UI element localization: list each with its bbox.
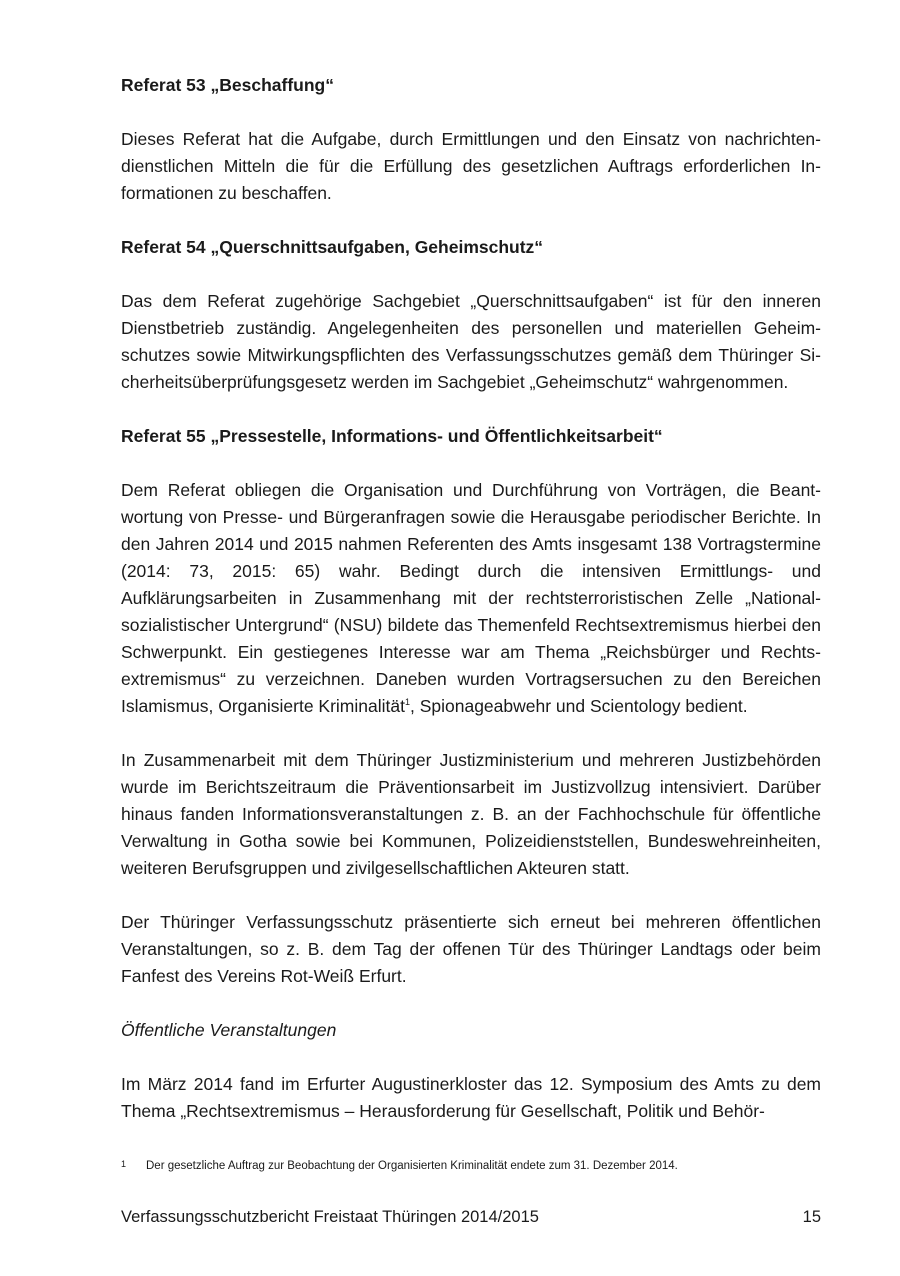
heading-referat-54: Referat 54 „Querschnittsaufgaben, Geheimschutz“ [121, 237, 544, 257]
page-footer [121, 1206, 821, 1228]
heading-referat-53: Referat 53 „Beschaffung“ [121, 75, 334, 95]
paragraph-referat-55-main: Dem Referat obliegen die Organisation und Durchführung von Vorträgen, die Beantwortung von Presse- und Bürgeranfragen sowie die Herausgabe periodischer Berichte. In den Jahren 2014 und 2015 nahmen Referenten des Amts insgesamt 138 Vortragstermine (2014: 73, 2015: 65) wahr. Bedingt durch die intensiven Ermittlungs- und Aufklärungsarbeiten in Zusammenhang mit der rechtsterroristischen Zelle „Nationalsozialistischer Untergrund“ (NSU) bildete das Themenfeld Rechtsextremismus hierbei den Schwerpunkt. Ein gestiegenes Interesse war am Thema „Reichsbürger und Rechtsextremismus“ zu verzeichnen. Daneben wurden Vortragsersuchen zu den Bereichen Islamismus, Organisierte Kriminalität [121, 480, 821, 716]
footnote-reference: 1 [404, 697, 410, 708]
heading-referat-55: Referat 55 „Pressestelle, Informations- und Öffentlichkeitsarbeit“ [121, 426, 663, 446]
footnote-text: Der gesetzliche Auftrag zur Beobachtung der Organisierten Kriminalität endete zum 31. Dezember 2014. [146, 1160, 678, 1172]
footnote-number: 1 [121, 1159, 127, 1169]
paragraph-referat-55 [121, 477, 821, 720]
page-number: 15 [802, 1208, 821, 1226]
footer-title: Verfassungsschutzbericht Freistaat Thüringen 2014/2015 [121, 1208, 539, 1226]
paragraph-referat-55-end: , Spionageabwehr und Scientology bedient. [409, 696, 748, 716]
subheading-veranstaltungen: Öffentliche Veranstaltungen [121, 1020, 337, 1040]
paragraph-symposium: Im März 2014 fand im Erfurter Augustinerkloster das 12. Symposium des Amts zu dem Thema „Rechtsextremismus – Herausforderung für Gesellschaft, Politik und Behör- [121, 1074, 821, 1121]
footnote [121, 1158, 821, 1174]
paragraph-justiz: In Zusammenarbeit mit dem Thüringer Justizministerium und mehreren Justizbehörden wurde im Berichtszeitraum die Präventionsarbeit im Justizvollzug intensiviert. Darüber hinaus fanden Informationsveranstaltungen z. B. an der Fachhochschule für öffentliche Verwaltung in Gotha sowie bei Kommunen, Polizeidienststellen, Bundeswehreinheiten, weiteren Berufsgruppen und zivilgesellschaftlichen Akteuren statt. [121, 750, 821, 878]
paragraph-praesentation: Der Thüringer Verfassungsschutz präsentierte sich erneut bei mehreren öffentlichen Veranstaltungen, so z. B. dem Tag der offenen Tür des Thüringer Landtags oder beim Fanfest des Vereins Rot-Weiß Erfurt. [121, 912, 821, 986]
page-body [121, 72, 821, 1125]
paragraph-referat-54: Das dem Referat zugehörige Sachgebiet „Querschnittsaufgaben“ ist für den inneren Dienstbetrieb zuständig. Angelegenheiten des personellen und materiellen Geheimschutzes sowie Mitwirkungspflichten des Verfassungsschutzes gemäß dem Thüringer Sicherheitsüberprüfungsgesetz werden im Sachgebiet „Geheimschutz“ wahrgenommen. [121, 291, 821, 392]
paragraph-referat-53: Dieses Referat hat die Aufgabe, durch Ermittlungen und den Einsatz von nachrichtendienstlichen Mitteln die für die Erfüllung des gesetzlichen Auftrags erforderlichen Informationen zu beschaffen. [121, 129, 821, 203]
